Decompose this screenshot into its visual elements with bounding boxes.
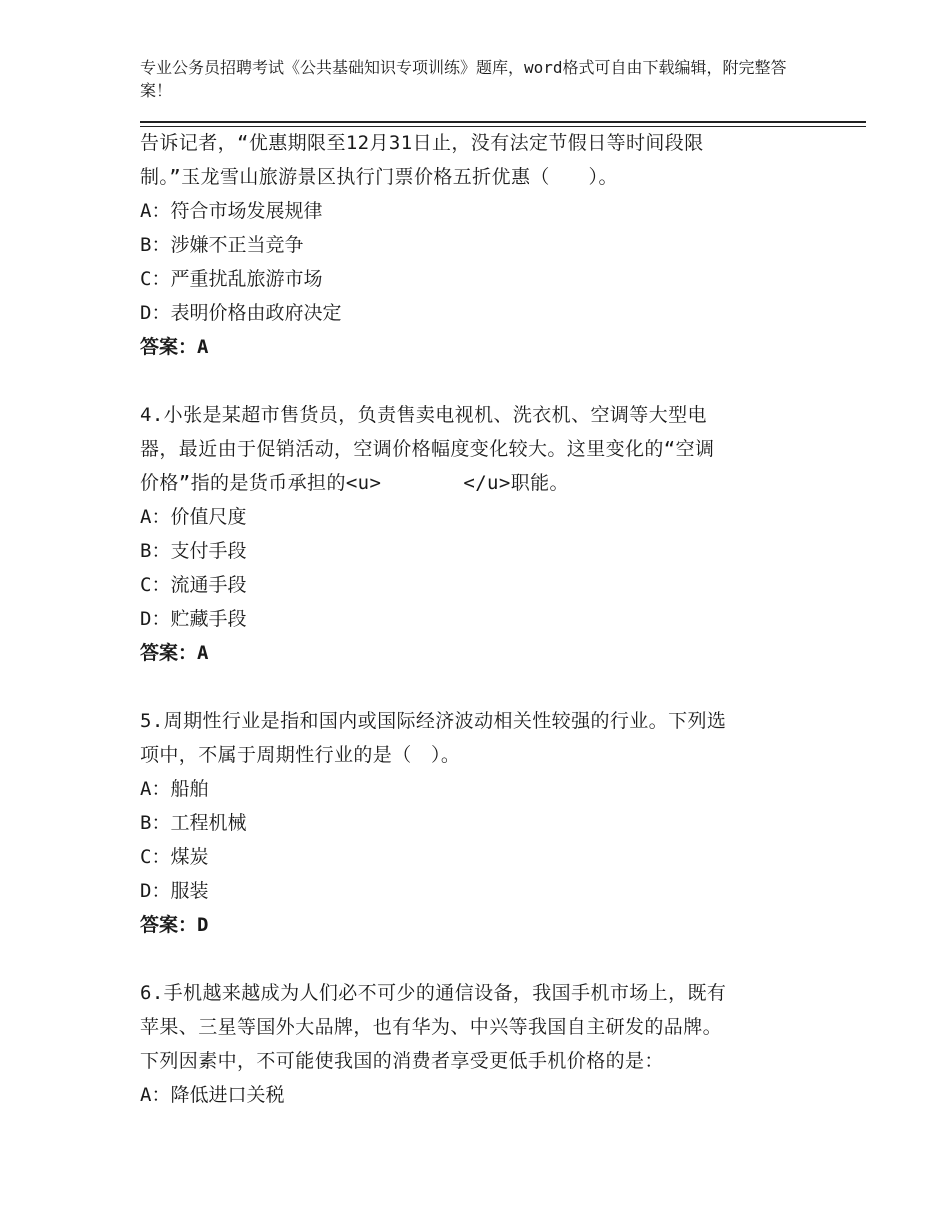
- option-a: A：价值尺度: [140, 506, 247, 528]
- question-gap: [140, 942, 810, 976]
- question-stem-line: 5.周期性行业是指和国内或国际经济波动相关性较强的行业。下列选: [140, 710, 727, 732]
- option-d: D：表明价格由政府决定: [140, 302, 342, 324]
- question-5: [140, 704, 810, 942]
- option-d: D：贮藏手段: [140, 608, 247, 630]
- option-a: A：符合市场发展规律: [140, 200, 323, 222]
- answer-label: 答案：A: [140, 336, 209, 358]
- question-3: [140, 126, 810, 364]
- option-d: D：服装: [140, 880, 209, 902]
- question-6: [140, 976, 810, 1112]
- page-header: 专业公务员招聘考试《公共基础知识专项训练》题库，word格式可自由下载编辑，附完整答案！: [140, 58, 787, 100]
- question-stem-line: 器，最近由于促销活动，空调价格幅度变化较大。这里变化的“空调: [140, 438, 715, 460]
- option-c: C：流通手段: [140, 574, 247, 596]
- option-b: B：工程机械: [140, 812, 247, 834]
- option-c: C：煤炭: [140, 846, 209, 868]
- question-stem-line: 苹果、三星等国外大品牌，也有华为、中兴等我国自主研发的品牌。: [140, 1016, 723, 1038]
- question-stem-line: 下列因素中，不可能使我国的消费者享受更低手机价格的是：: [140, 1050, 664, 1072]
- answer-label: 答案：A: [140, 642, 209, 664]
- question-stem-line: 项中，不属于周期性行业的是（ ）。: [140, 744, 461, 766]
- option-b: B：支付手段: [140, 540, 247, 562]
- question-stem-line: [140, 466, 810, 500]
- question-gap: [140, 364, 810, 398]
- question-stem-line: 制。”玉龙雪山旅游景区执行门票价格五折优惠（ ）。: [140, 166, 618, 188]
- question-content: [140, 126, 810, 1112]
- option-a: A：降低进口关税: [140, 1084, 285, 1106]
- option-a: A：船舶: [140, 778, 209, 800]
- question-4: [140, 398, 810, 670]
- option-c: C：严重扰乱旅游市场: [140, 268, 323, 290]
- question-stem-line: 4.小张是某超市售货员，负责售卖电视机、洗衣机、空调等大型电: [140, 404, 707, 426]
- question-stem-line: 6.手机越来越成为人们必不可少的通信设备，我国手机市场上，既有: [140, 982, 727, 1004]
- option-b: B：涉嫌不正当竞争: [140, 234, 304, 256]
- answer-label: 答案：D: [140, 914, 209, 936]
- stem-text-after-blank: </u>职能。: [463, 472, 569, 494]
- question-gap: [140, 670, 810, 704]
- stem-text-before-blank: 价格”指的是货币承担的<u>: [140, 472, 382, 494]
- header-rule-thick: [140, 121, 866, 123]
- question-stem-line: 告诉记者，“优惠期限至12月31日止，没有法定节假日等时间段限: [140, 132, 704, 154]
